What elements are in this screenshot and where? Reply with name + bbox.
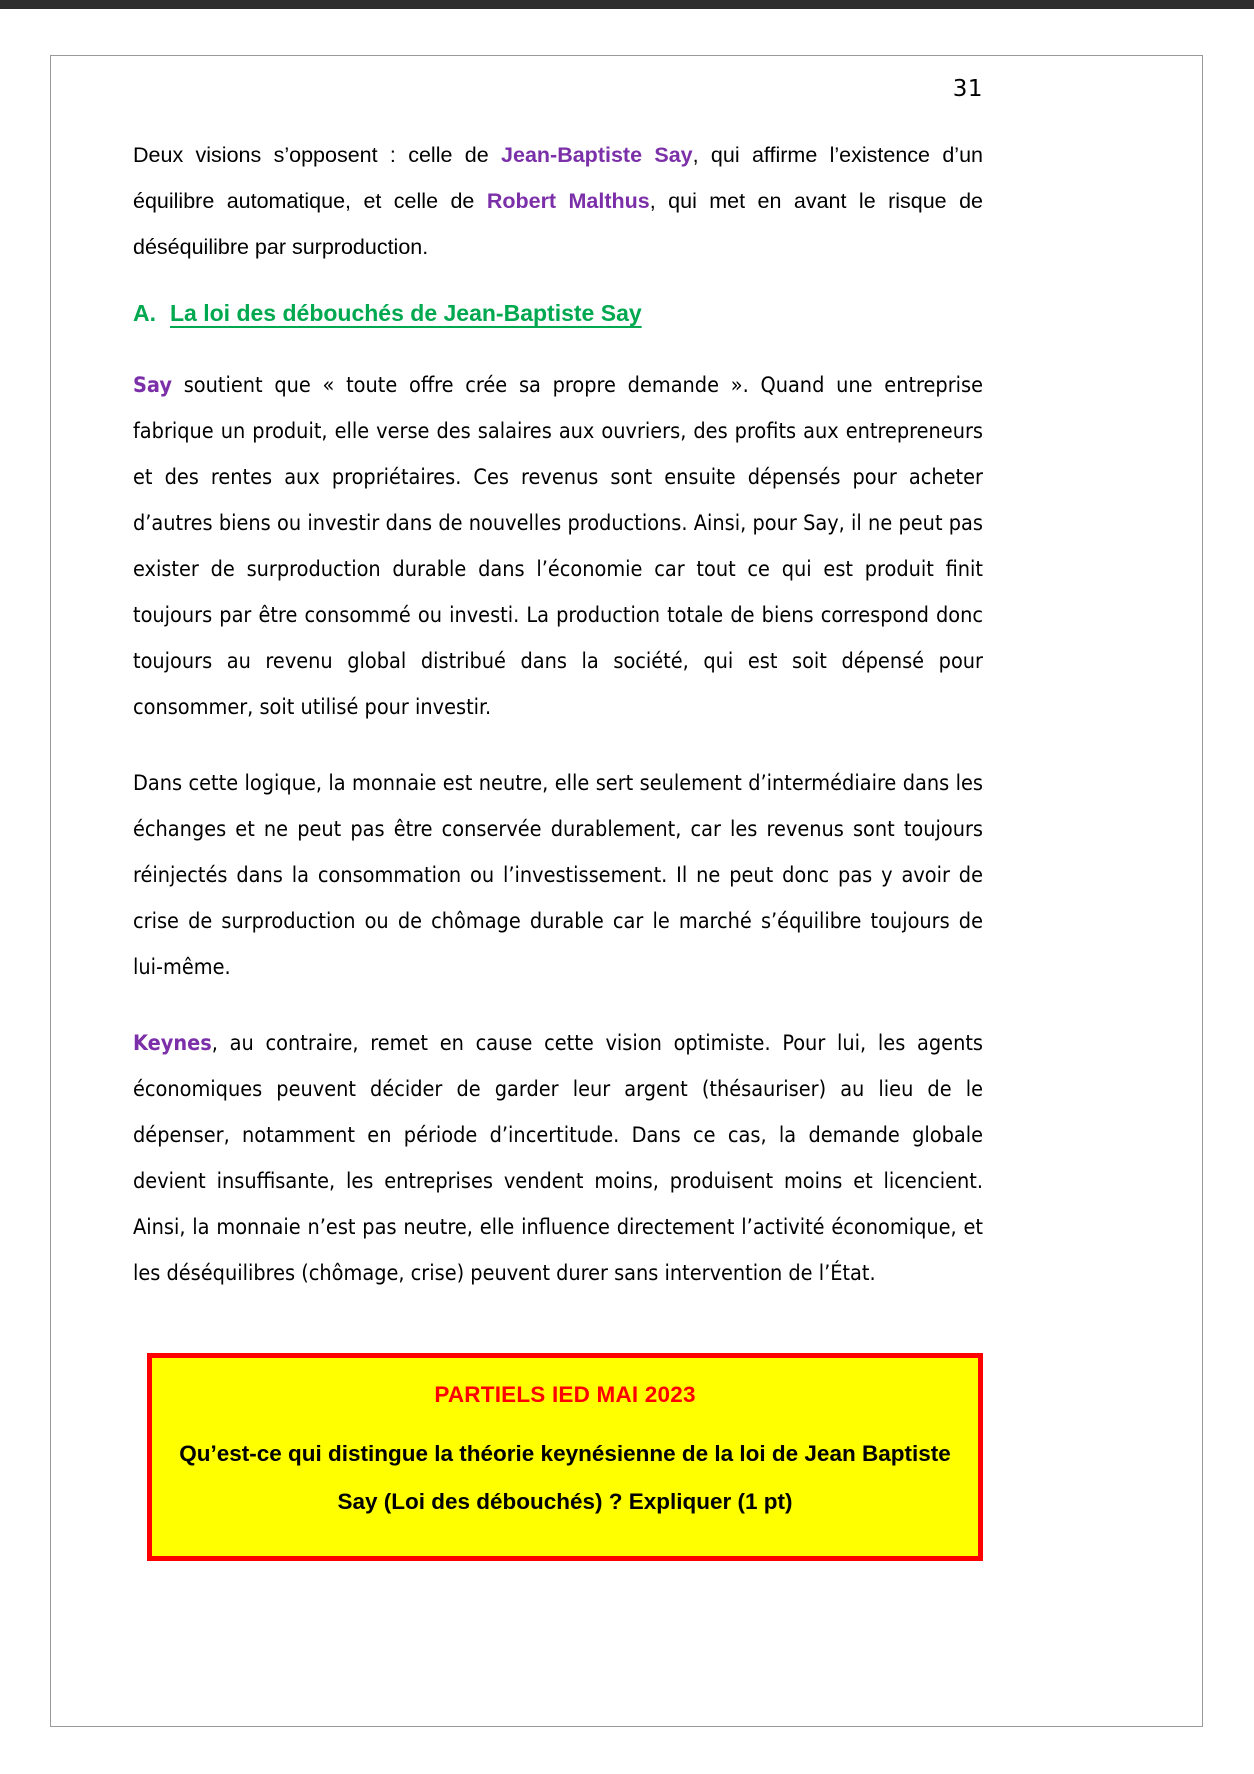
exam-question-callout — [147, 1353, 983, 1561]
section-marker: A. — [133, 300, 156, 326]
highlight-keynes: Keynes — [133, 1031, 212, 1056]
document-body — [133, 132, 983, 1561]
callout-question: Qu’est-ce qui distingue la théorie keynésienne de la loi de Jean Baptiste Say (Loi des débouchés) ? Expliquer (1 pt) — [179, 1441, 951, 1514]
paragraph-intro — [133, 132, 983, 270]
paragraph-say-law — [133, 363, 983, 731]
document-page — [50, 55, 1203, 1727]
page-number: 31 — [952, 76, 983, 102]
section-heading-a — [133, 300, 983, 327]
paragraph-keynes — [133, 1021, 983, 1297]
intro-text-c: , qui met en avant le risque de déséquilibre par surproduction. — [133, 189, 983, 259]
section-title: La loi des débouchés de Jean-Baptiste Say — [170, 300, 642, 326]
intro-text-b: , qui affirme l’existence d’un équilibre automatique, et celle de — [133, 143, 983, 213]
window-top-chrome-bar — [0, 0, 1254, 9]
highlight-robert-malthus: Robert Malthus — [486, 189, 650, 213]
callout-title: PARTIELS IED MAI 2023 — [434, 1382, 696, 1407]
intro-text-a: Deux visions s’opposent : celle de — [133, 143, 502, 167]
highlight-jean-baptiste-say: Jean-Baptiste Say — [501, 143, 693, 167]
highlight-say: Say — [133, 373, 172, 398]
paragraph-keynes-text: , au contraire, remet en cause cette vision optimiste. Pour lui, les agents économiques peuvent décider de garder leur argent (thésauriser) au lieu de le dépenser, notamment en période d’incertitude. Dans ce cas, la demande globale devient insuffisante, les entreprises vendent moins, produisent moins et licencient. Ainsi, la monnaie n’est pas neutre, elle influence directement l’activité économique, et les déséquilibres (chômage, crise) peuvent durer sans intervention de l’État. — [133, 1031, 983, 1286]
paragraph-say-law-text: soutient que « toute offre crée sa propre demande ». Quand une entreprise fabrique un produit, elle verse des salaires aux ouvriers, des profits aux entrepreneurs et des rentes aux propriétaires. Ces revenus sont ensuite dépensés pour acheter d’autres biens ou investir dans de nouvelles productions. Ainsi, pour Say, il ne peut pas exister de surproduction durable dans l’économie car tout ce qui est produit finit toujours par être consommé ou investi. La production totale de biens correspond donc toujours au revenu global distribué dans la société, qui est soit dépensé pour consommer, soit utilisé pour investir. — [133, 373, 983, 720]
page-content-area — [133, 56, 983, 1726]
paragraph-money-neutrality: Dans cette logique, la monnaie est neutre, elle sert seulement d’intermédiaire dans les échanges et ne peut pas être conservée durablement, car les revenus sont toujours réinjectés dans la consommation ou l’investissement. Il ne peut donc pas y avoir de crise de surproduction ou de chômage durable car le marché s’équilibre toujours de lui-même. — [133, 771, 983, 980]
